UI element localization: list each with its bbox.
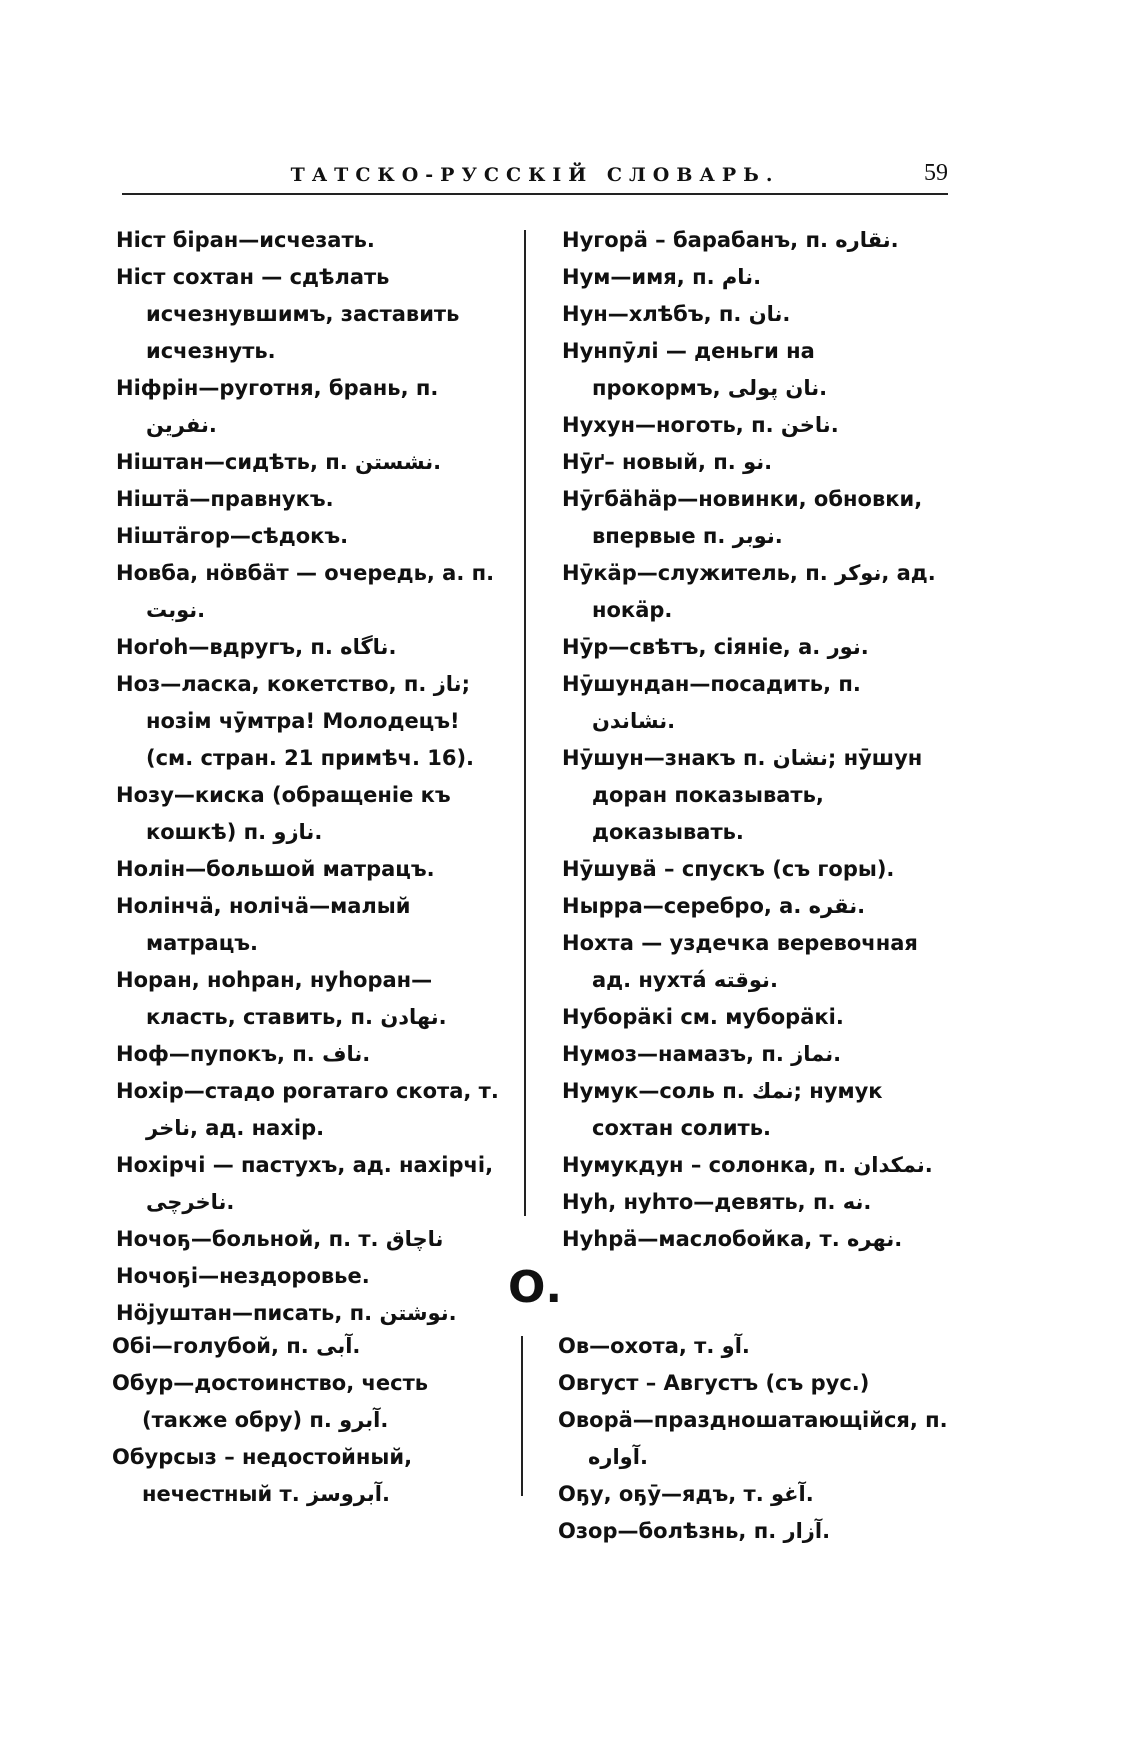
dictionary-entry: Нӯкäр—служитель, п. نوکر, ад. нокäр.	[562, 561, 936, 622]
dictionary-entry: Нумукдун – солонка, п. نمکدان.	[562, 1153, 933, 1177]
dictionary-entry: Ніштäгор—сѣдокъ.	[116, 524, 349, 548]
dictionary-entry: Ніст біран—исчезать.	[116, 228, 375, 252]
dictionary-entry: Ов—охота, т. آو.	[558, 1334, 750, 1358]
dictionary-entry: Нум—имя, п. نام.	[562, 265, 762, 289]
section-left-column	[112, 1328, 504, 1513]
dictionary-entry: Нӯшувä – спускъ (съ горы).	[562, 857, 895, 881]
dictionary-entry: Нуh, нуhто—девять, п. نه.	[562, 1190, 872, 1214]
dictionary-entry: Ніст сохтан — сдѣлать исчезнувшимъ, заставить исчезнуть.	[116, 265, 460, 363]
dictionary-entry: Нумоз—намазъ, п. نماز.	[562, 1042, 842, 1066]
dictionary-entry: Нӯшун—знакъ п. نشان; нӯшун доран показывать, доказывать.	[562, 746, 923, 844]
dictionary-entry: Нохірчі — пастухъ, ад. нахірчі, ناخرچی.	[116, 1153, 494, 1214]
dictionary-entry: Нырра—серебро, а. نقره.	[562, 894, 866, 918]
dictionary-entry: Нухун—ноготь, п. ناخن.	[562, 413, 839, 437]
dictionary-entry: Оҕу, оҕӯ—ядъ, т. آغو.	[558, 1482, 814, 1506]
dictionary-entry: Новба, нöвбäт — очередь, а. п. نوبت.	[116, 561, 495, 622]
dictionary-entry: Обур—достоинство, честь (также обру) п. آبرو.	[112, 1371, 429, 1432]
dictionary-entry: Нуhрä—маслобойка, т. نهره.	[562, 1227, 903, 1251]
dictionary-entry: Ночоҕ—больной, п. т. ناچاق	[116, 1227, 444, 1251]
section-column-divider	[521, 1336, 523, 1496]
dictionary-entry: Ніштан—сидѣть, п. نشستن.	[116, 450, 442, 474]
page-number: 59	[924, 160, 948, 186]
dictionary-entry: Нӯшундан—посадить, п. نشاندن.	[562, 672, 861, 733]
dictionary-entry: Нохір—стадо рогатаго скота, т. ناخر, ад. нахір.	[116, 1079, 499, 1140]
column-divider	[524, 230, 526, 1216]
page-header	[122, 160, 948, 194]
left-column	[116, 222, 500, 1332]
dictionary-entry: Нун—хлѣбъ, п. نان.	[562, 302, 791, 326]
dictionary-entry: Нолінчä, нолічä—малый матрацъ.	[116, 894, 411, 955]
dictionary-entry: Обі—голубой, п. آبی.	[112, 1334, 361, 1358]
dictionary-entry: Нумук—соль п. نمك; нумук сохтан солить.	[562, 1079, 883, 1140]
dictionary-entry: Нӯр—свѣтъ, сіяніе, а. نور.	[562, 635, 869, 659]
section-right-column	[558, 1328, 950, 1550]
dictionary-entry: Озор—болѣзнь, п. آزار.	[558, 1519, 831, 1543]
dictionary-entry: Ноф—пупокъ, п. ناف.	[116, 1042, 371, 1066]
dictionary-entry: Нӯгбähäр—новинки, обновки, впервые п. نوبر.	[562, 487, 923, 548]
dictionary-entry: Нунпӯлі — деньги на прокормъ, نان پولی.	[562, 339, 828, 400]
running-title: ТАТСКО-РУССКІЙ СЛОВАРЬ.	[290, 164, 780, 186]
dictionary-entry: Ноґоh—вдругъ, п. ناگاه.	[116, 635, 397, 659]
dictionary-entry: Нохта — уздечка веревочная ад. нухтá نوقته.	[562, 931, 918, 992]
section-letter: О.	[508, 1262, 563, 1313]
dictionary-entry: Нуборäкі см. муборäкі.	[562, 1005, 844, 1029]
dictionary-entry: Ніфрін—руготня, брань, п. نفرين.	[116, 376, 439, 437]
dictionary-entry: Нӯґ– новый, п. نو.	[562, 450, 773, 474]
dictionary-entry: Нöјуштан—писать, п. نوشتن.	[116, 1301, 457, 1325]
dictionary-entry: Обурсыз – недостойный, нечестный т. آبروسز.	[112, 1445, 413, 1506]
dictionary-entry: Оворä—праздношатающійся, п. آواره.	[558, 1408, 948, 1469]
dictionary-entry: Овгуст – Августъ (съ рус.)	[558, 1371, 870, 1395]
header-rule	[122, 193, 948, 195]
dictionary-entry: Ночоҕі—нездоровье.	[116, 1264, 370, 1288]
dictionary-entry: Ніштä—правнукъ.	[116, 487, 334, 511]
dictionary-entry: Нолін—большой матрацъ.	[116, 857, 435, 881]
right-column	[562, 222, 950, 1258]
dictionary-entry: Норан, ноhран, нуhоран—класть, ставить, п. نهادن.	[116, 968, 447, 1029]
dictionary-entry: Нозу—киска (обращеніе къ кошкѣ) п. نازو.	[116, 783, 451, 844]
dictionary-entry: Нугорä – барабанъ, п. نقاره.	[562, 228, 899, 252]
dictionary-entry: Ноз—ласка, кокетство, п. ناز; нозім чӯмтра! Молодецъ! (см. стран. 21 примѣч. 16).	[116, 672, 475, 770]
